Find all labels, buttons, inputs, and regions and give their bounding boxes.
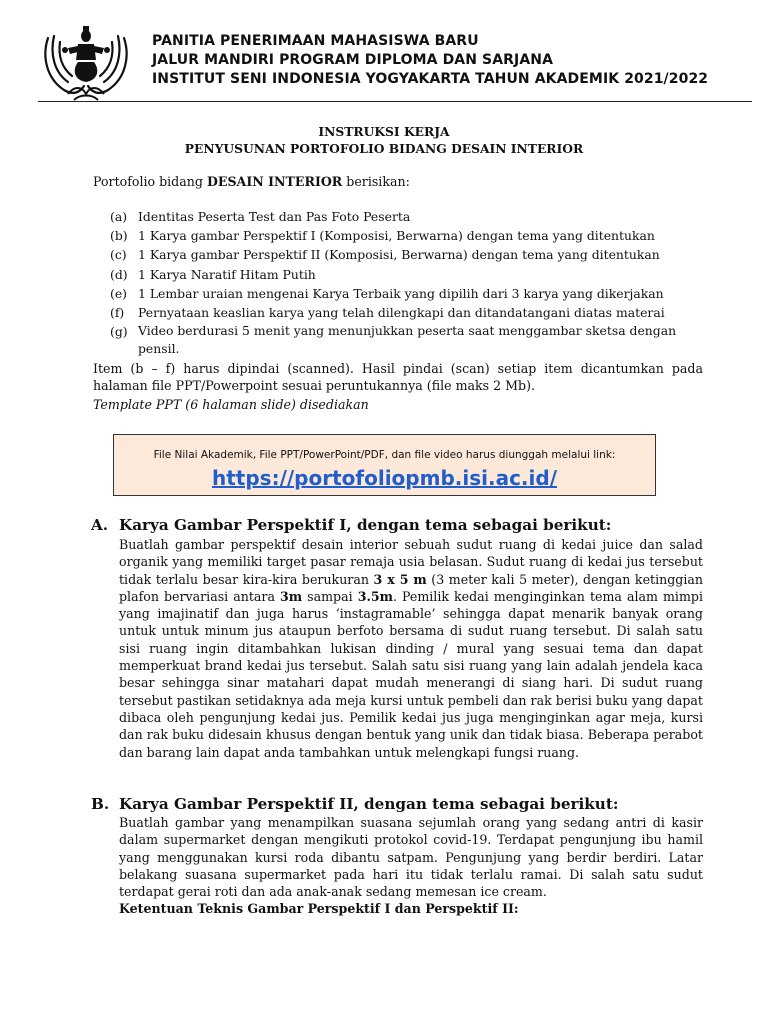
ceiling-max: 3.5m [357, 588, 393, 604]
text-run: Buatlah gambar perspektif desain interior sebuah sudut ruang di kedai juice dan salad organik yang memiliki target pasar remaja usia belasan. Sudut ruang di kedai jus tersebut tidak terlalu besar kira-kira berukuran [119, 537, 703, 587]
item-marker: (b) [110, 228, 128, 244]
item-text: Pernyataan keaslian karya yang telah dilengkapi dan ditandatangani diatas materai [138, 305, 665, 321]
item-text: Video berdurasi 5 menit yang menunjukkan peserta saat menggambar sketsa dengan pensil. [138, 323, 677, 356]
item-text: Identitas Peserta Test dan Pas Foto Peserta [138, 209, 411, 224]
header-divider [38, 101, 752, 102]
ceiling-min: 3m [280, 588, 303, 604]
technical-requirements-heading [119, 900, 703, 917]
isi-yogyakarta-emblem-icon [38, 20, 134, 106]
title-line-1: INSTRUKSI KERJA [318, 124, 450, 139]
list-item [110, 303, 710, 322]
header-line-committee: PANITIA PENERIMAAN MAHASISWA BARU [152, 33, 479, 49]
item-marker: (a) [110, 209, 128, 224]
item-text: 1 Lembar uraian mengenai Karya Terbaik yang dipilih dari 3 karya yang dikerjakan [138, 285, 664, 301]
portfolio-upload-link[interactable]: https://portofoliopmb.isi.ac.id/ [211, 466, 557, 490]
intro-suffix: berisikan: [342, 174, 410, 189]
technical-requirements-title: Ketentuan Teknis Gambar Perspektif I dan Perspektif II: [119, 901, 519, 917]
document-title [0, 123, 768, 157]
section-a-heading [91, 515, 611, 535]
list-item [110, 226, 710, 245]
section-b-title: Karya Gambar Perspektif II, dengan tema sebagai berikut: [119, 795, 619, 813]
item-text: 1 Karya Naratif Hitam Putih [138, 266, 316, 282]
list-item [110, 265, 710, 284]
text-run: . Pemilik kedai menginginkan tema alam mimpi yang imajinatif dan juga harus ‘instagramable’ sehingga dapat menarik banyak orang untuk untuk minum jus ataupun berfoto bersama di sudut ruang tersebut. Di salah satu sisi ruang ingin ditambahkan lukisan dinding / mural yang sesuai tema dan dapat memperkuat brand kedai jus tersebut. Salah satu sisi ruang yang lain adalah jendela kaca besar sehingga sinar matahari dapat mudah menerangi di siang hari. Di sudut ruang tersebut pastikan setidaknya ada meja kursi untuk pembeli dan rak berisi buku yang dapat dibaca oleh pengunjung kedai jus. Pemilik kedai jus juga menginginkan agar meja, kursi dan rak buku didesain khusus dengan bentuk yang unik dan tidak biasa. Beberapa perabot dan barang lain dapat anda tambahkan untuk melengkapi fungsi ruang. [119, 588, 703, 760]
list-item [110, 322, 710, 357]
title-line-2: PENYUSUNAN PORTOFOLIO BIDANG DESAIN INTERIOR [184, 141, 584, 156]
item-marker: (c) [110, 247, 127, 263]
section-a-body [119, 536, 703, 761]
section-b-body [119, 814, 703, 918]
section-b-heading [91, 794, 618, 814]
item-marker: (e) [110, 285, 128, 301]
list-item [110, 245, 710, 264]
institution-header [152, 32, 752, 89]
intro-prefix: Portofolio bidang [93, 174, 207, 189]
room-size: 3 x 5 m [373, 571, 427, 587]
section-b-letter: B. [91, 795, 110, 813]
item-marker: (g) [110, 324, 128, 340]
section-b-paragraph: Buatlah gambar yang menampilkan suasana sejumlah orang yang sedang antri di kasir dalam supermarket dengan mengikuti protokol covid-19. Terdapat pengunjung ibu hamil yang menggunakan kursi roda dibantu satpam. Pengunjung yang berdir berdiri. Latar belakang suasana supermarket pada hari itu tidak terlalu ramai. Di salah satu sudut terdapat gerai roti dan ada anak-anak sedang memesan ice cream. [119, 815, 703, 900]
item-text: 1 Karya gambar Perspektif II (Komposisi, Berwarna) dengan tema yang ditentukan [138, 247, 660, 263]
item-text: 1 Karya gambar Perspektif I (Komposisi, Berwarna) dengan tema yang ditentukan [138, 228, 655, 244]
header-line-institute: INSTITUT SENI INDONESIA YOGYAKARTA TAHUN AKADEMIK 2021/2022 [152, 71, 709, 87]
item-marker: (f) [110, 305, 125, 321]
text-run: (3 meter kali 5 meter), dengan ketinggian plafon bervariasi antara [119, 571, 703, 604]
list-item [110, 207, 710, 226]
template-note: Template PPT (6 halaman slide) disediakan [93, 397, 369, 412]
section-a-letter: A. [91, 516, 109, 534]
intro-text [93, 173, 410, 190]
upload-link-box [113, 434, 656, 496]
list-item [110, 284, 710, 303]
portfolio-items-list [110, 207, 710, 357]
section-a-title: Karya Gambar Perspektif I, dengan tema sebagai berikut: [119, 516, 612, 534]
text-run: sampai [302, 588, 358, 604]
item-marker: (d) [110, 266, 128, 282]
upload-note: File Nilai Akademik, File PPT/PowerPoint/PDF, dan file video harus diunggah melalui link: [153, 449, 616, 461]
section-a-paragraph [119, 536, 703, 761]
header-line-program: JALUR MANDIRI PROGRAM DIPLOMA DAN SARJANA [152, 52, 554, 68]
intro-field-name: DESAIN INTERIOR [206, 174, 343, 189]
scan-instruction: Item (b – f) harus dipindai (scanned). Hasil pindai (scan) setiap item dicantumkan pada halaman file PPT/Powerpoint sesuai peruntukannya (file maks 2 Mb). [93, 361, 703, 393]
